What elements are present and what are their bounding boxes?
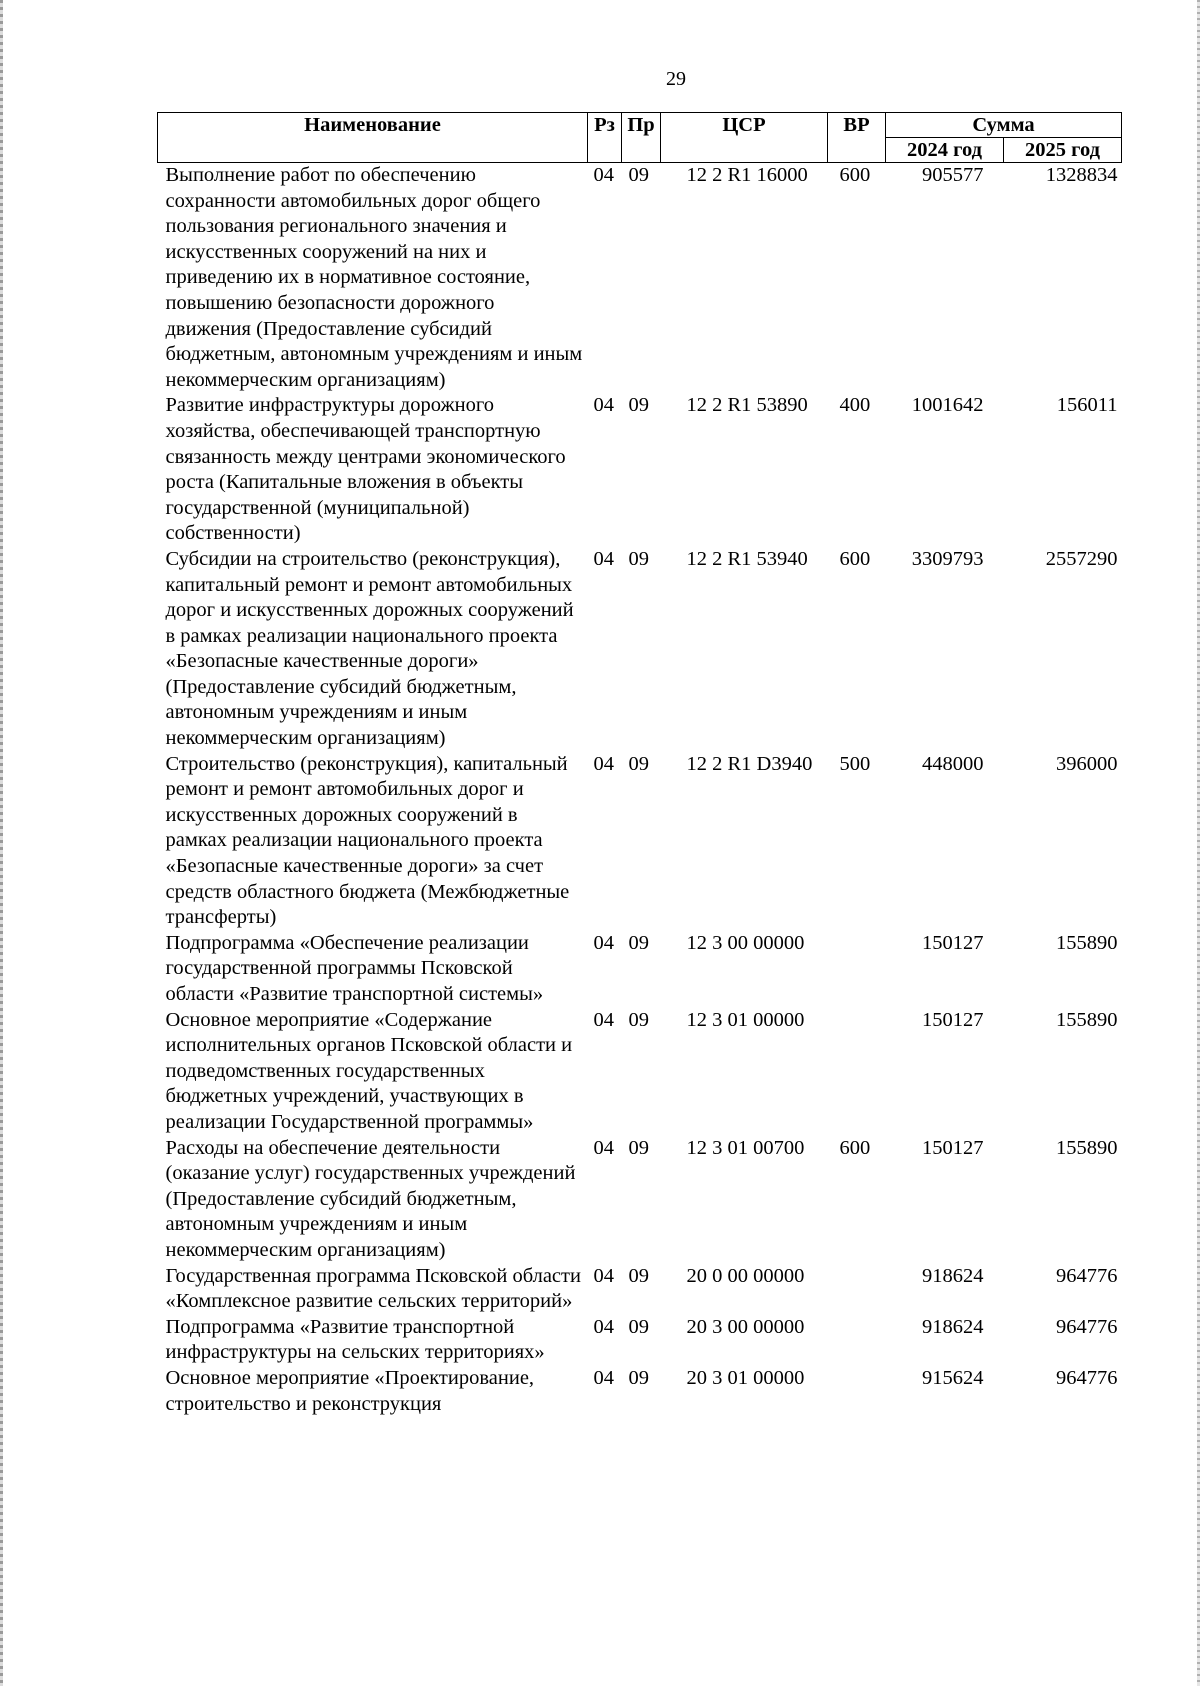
row-name: Выполнение работ по обеспечению сохранности автомобильных дорог общего пользования регионального значения и искусственных сооружений на них и приведению их в нормативное состояние, повышению безопасности дорожного движения (Предоставление субсидий бюджетным, автономным учреждениям и иным некоммерческим организациям) <box>165 164 583 391</box>
row-sum-2025: 964776 <box>1056 1315 1118 1338</box>
row-name: Подпрограмма «Развитие транспортной инфраструктуры на сельских территориях» <box>165 1315 545 1364</box>
row-pr: 09 <box>628 752 649 775</box>
header-year-2025: 2025 год <box>1004 138 1122 163</box>
header-sum: Сумма <box>886 113 1122 138</box>
row-name: Основное мероприятие «Содержание исполнительных органов Псковской области и подведомственных государственных бюджетных учреждений, участвующих в реализации Государственной программы» <box>165 1008 573 1133</box>
row-rz: 04 <box>593 547 614 570</box>
row-sum-2024: 918624 <box>922 1264 984 1287</box>
row-sum-2025: 964776 <box>1056 1366 1118 1389</box>
row-sum-2025: 2557290 <box>1045 547 1118 570</box>
row-rz: 04 <box>593 1264 614 1287</box>
header-row-main <box>158 113 1122 138</box>
row-rz: 04 <box>593 931 614 954</box>
row-sum-2024: 150127 <box>922 1008 984 1031</box>
table-row <box>158 163 1122 394</box>
row-csr: 12 2 R1 D3940 <box>686 752 813 775</box>
row-sum-2025: 1328834 <box>1045 164 1118 186</box>
row-sum-2024: 3309793 <box>911 547 984 570</box>
header-csr: ЦСР <box>661 113 828 163</box>
row-pr: 09 <box>628 1136 649 1159</box>
row-name: Государственная программа Псковской области «Комплексное развитие сельских территорий» <box>165 1264 581 1313</box>
row-pr: 09 <box>628 164 649 186</box>
row-rz: 04 <box>593 394 614 417</box>
table-row <box>158 1136 1122 1264</box>
row-csr: 12 2 R1 53890 <box>686 394 808 417</box>
row-sum-2024: 915624 <box>922 1366 984 1389</box>
row-name: Развитие инфраструктуры дорожного хозяйства, обеспечивающей транспортную связанность между центрами экономического роста (Капитальные вложения в объекты государственной (муниципальной) собственности) <box>165 394 566 545</box>
row-rz: 04 <box>593 752 614 775</box>
row-sum-2024: 1001642 <box>911 394 984 417</box>
row-vr: 600 <box>839 164 871 186</box>
row-rz: 04 <box>593 1315 614 1338</box>
row-sum-2024: 905577 <box>922 164 984 186</box>
row-sum-2025: 155890 <box>1056 1136 1118 1159</box>
row-pr: 09 <box>628 1366 649 1389</box>
table-row <box>158 1366 1122 1417</box>
table-row <box>158 1315 1122 1366</box>
row-sum-2025: 155890 <box>1056 1008 1118 1031</box>
row-pr: 09 <box>628 1315 649 1338</box>
row-csr: 12 2 R1 53940 <box>686 547 808 570</box>
budget-table <box>157 112 1122 1417</box>
table-row <box>158 931 1122 1008</box>
row-csr: 12 3 01 00700 <box>686 1136 805 1159</box>
header-rz: Рз <box>588 113 622 163</box>
header-vr: ВР <box>828 113 886 163</box>
row-name: Расходы на обеспечение деятельности (оказание услуг) государственных учреждений (Предоставление субсидий бюджетным, автономным учреждениям и иным некоммерческим организациям) <box>165 1136 576 1261</box>
row-pr: 09 <box>628 931 649 954</box>
row-csr: 20 0 00 00000 <box>686 1264 805 1287</box>
table-row <box>158 1008 1122 1136</box>
row-rz: 04 <box>593 1136 614 1159</box>
table-row <box>158 393 1122 547</box>
row-sum-2024: 918624 <box>922 1315 984 1338</box>
row-sum-2024: 150127 <box>922 1136 984 1159</box>
table-row <box>158 1264 1122 1315</box>
row-vr <box>828 1366 886 1417</box>
row-sum-2025: 155890 <box>1056 931 1118 954</box>
table-body <box>158 163 1122 1418</box>
row-vr <box>828 1008 886 1136</box>
row-csr: 12 3 00 00000 <box>686 931 805 954</box>
row-vr: 600 <box>839 1136 871 1159</box>
row-rz: 04 <box>593 1366 614 1389</box>
row-name: Подпрограмма «Обеспечение реализации государственной программы Псковской области «Развитие транспортной системы» <box>165 931 544 1005</box>
table-header <box>158 113 1122 163</box>
row-csr: 12 3 01 00000 <box>686 1008 805 1031</box>
row-name: Основное мероприятие «Проектирование, строительство и реконструкция <box>165 1366 535 1415</box>
row-pr: 09 <box>628 547 649 570</box>
row-vr <box>828 931 886 1008</box>
row-rz: 04 <box>593 164 614 186</box>
row-vr: 500 <box>839 752 871 775</box>
header-pr: Пр <box>622 113 661 163</box>
row-sum-2025: 396000 <box>1056 752 1118 775</box>
row-sum-2024: 448000 <box>922 752 984 775</box>
table-row <box>158 547 1122 752</box>
row-pr: 09 <box>628 394 649 417</box>
row-rz: 04 <box>593 1008 614 1031</box>
row-vr: 400 <box>839 394 871 417</box>
row-vr: 600 <box>839 547 871 570</box>
row-sum-2024: 150127 <box>922 931 984 954</box>
budget-table-wrapper <box>157 112 1121 1417</box>
row-vr <box>828 1264 886 1315</box>
row-sum-2025: 964776 <box>1056 1264 1118 1287</box>
scan-edge-left <box>0 0 3 1686</box>
row-name: Строительство (реконструкция), капитальный ремонт и ремонт автомобильных дорог и искусственных дорожных сооружений в рамках реализации национального проекта «Безопасные качественные дороги» за счет средств областного бюджета (Межбюджетные трансферты) <box>165 752 570 929</box>
page-number: 29 <box>666 68 686 90</box>
row-pr: 09 <box>628 1264 649 1287</box>
row-pr: 09 <box>628 1008 649 1031</box>
row-csr: 12 2 R1 16000 <box>686 164 808 186</box>
row-name: Субсидии на строительство (реконструкция), капитальный ремонт и ремонт автомобильных дорог и искусственных дорожных сооружений в рамках реализации национального проекта «Безопасные качественные дороги» (Предоставление субсидий бюджетным, автономным учреждениям и иным некоммерческим организациям) <box>165 547 574 750</box>
header-name: Наименование <box>158 113 588 163</box>
row-sum-2025: 156011 <box>1056 394 1118 417</box>
row-csr: 20 3 01 00000 <box>686 1366 805 1389</box>
row-vr <box>828 1315 886 1366</box>
table-row <box>158 752 1122 931</box>
row-csr: 20 3 00 00000 <box>686 1315 805 1338</box>
header-year-2024: 2024 год <box>886 138 1004 163</box>
